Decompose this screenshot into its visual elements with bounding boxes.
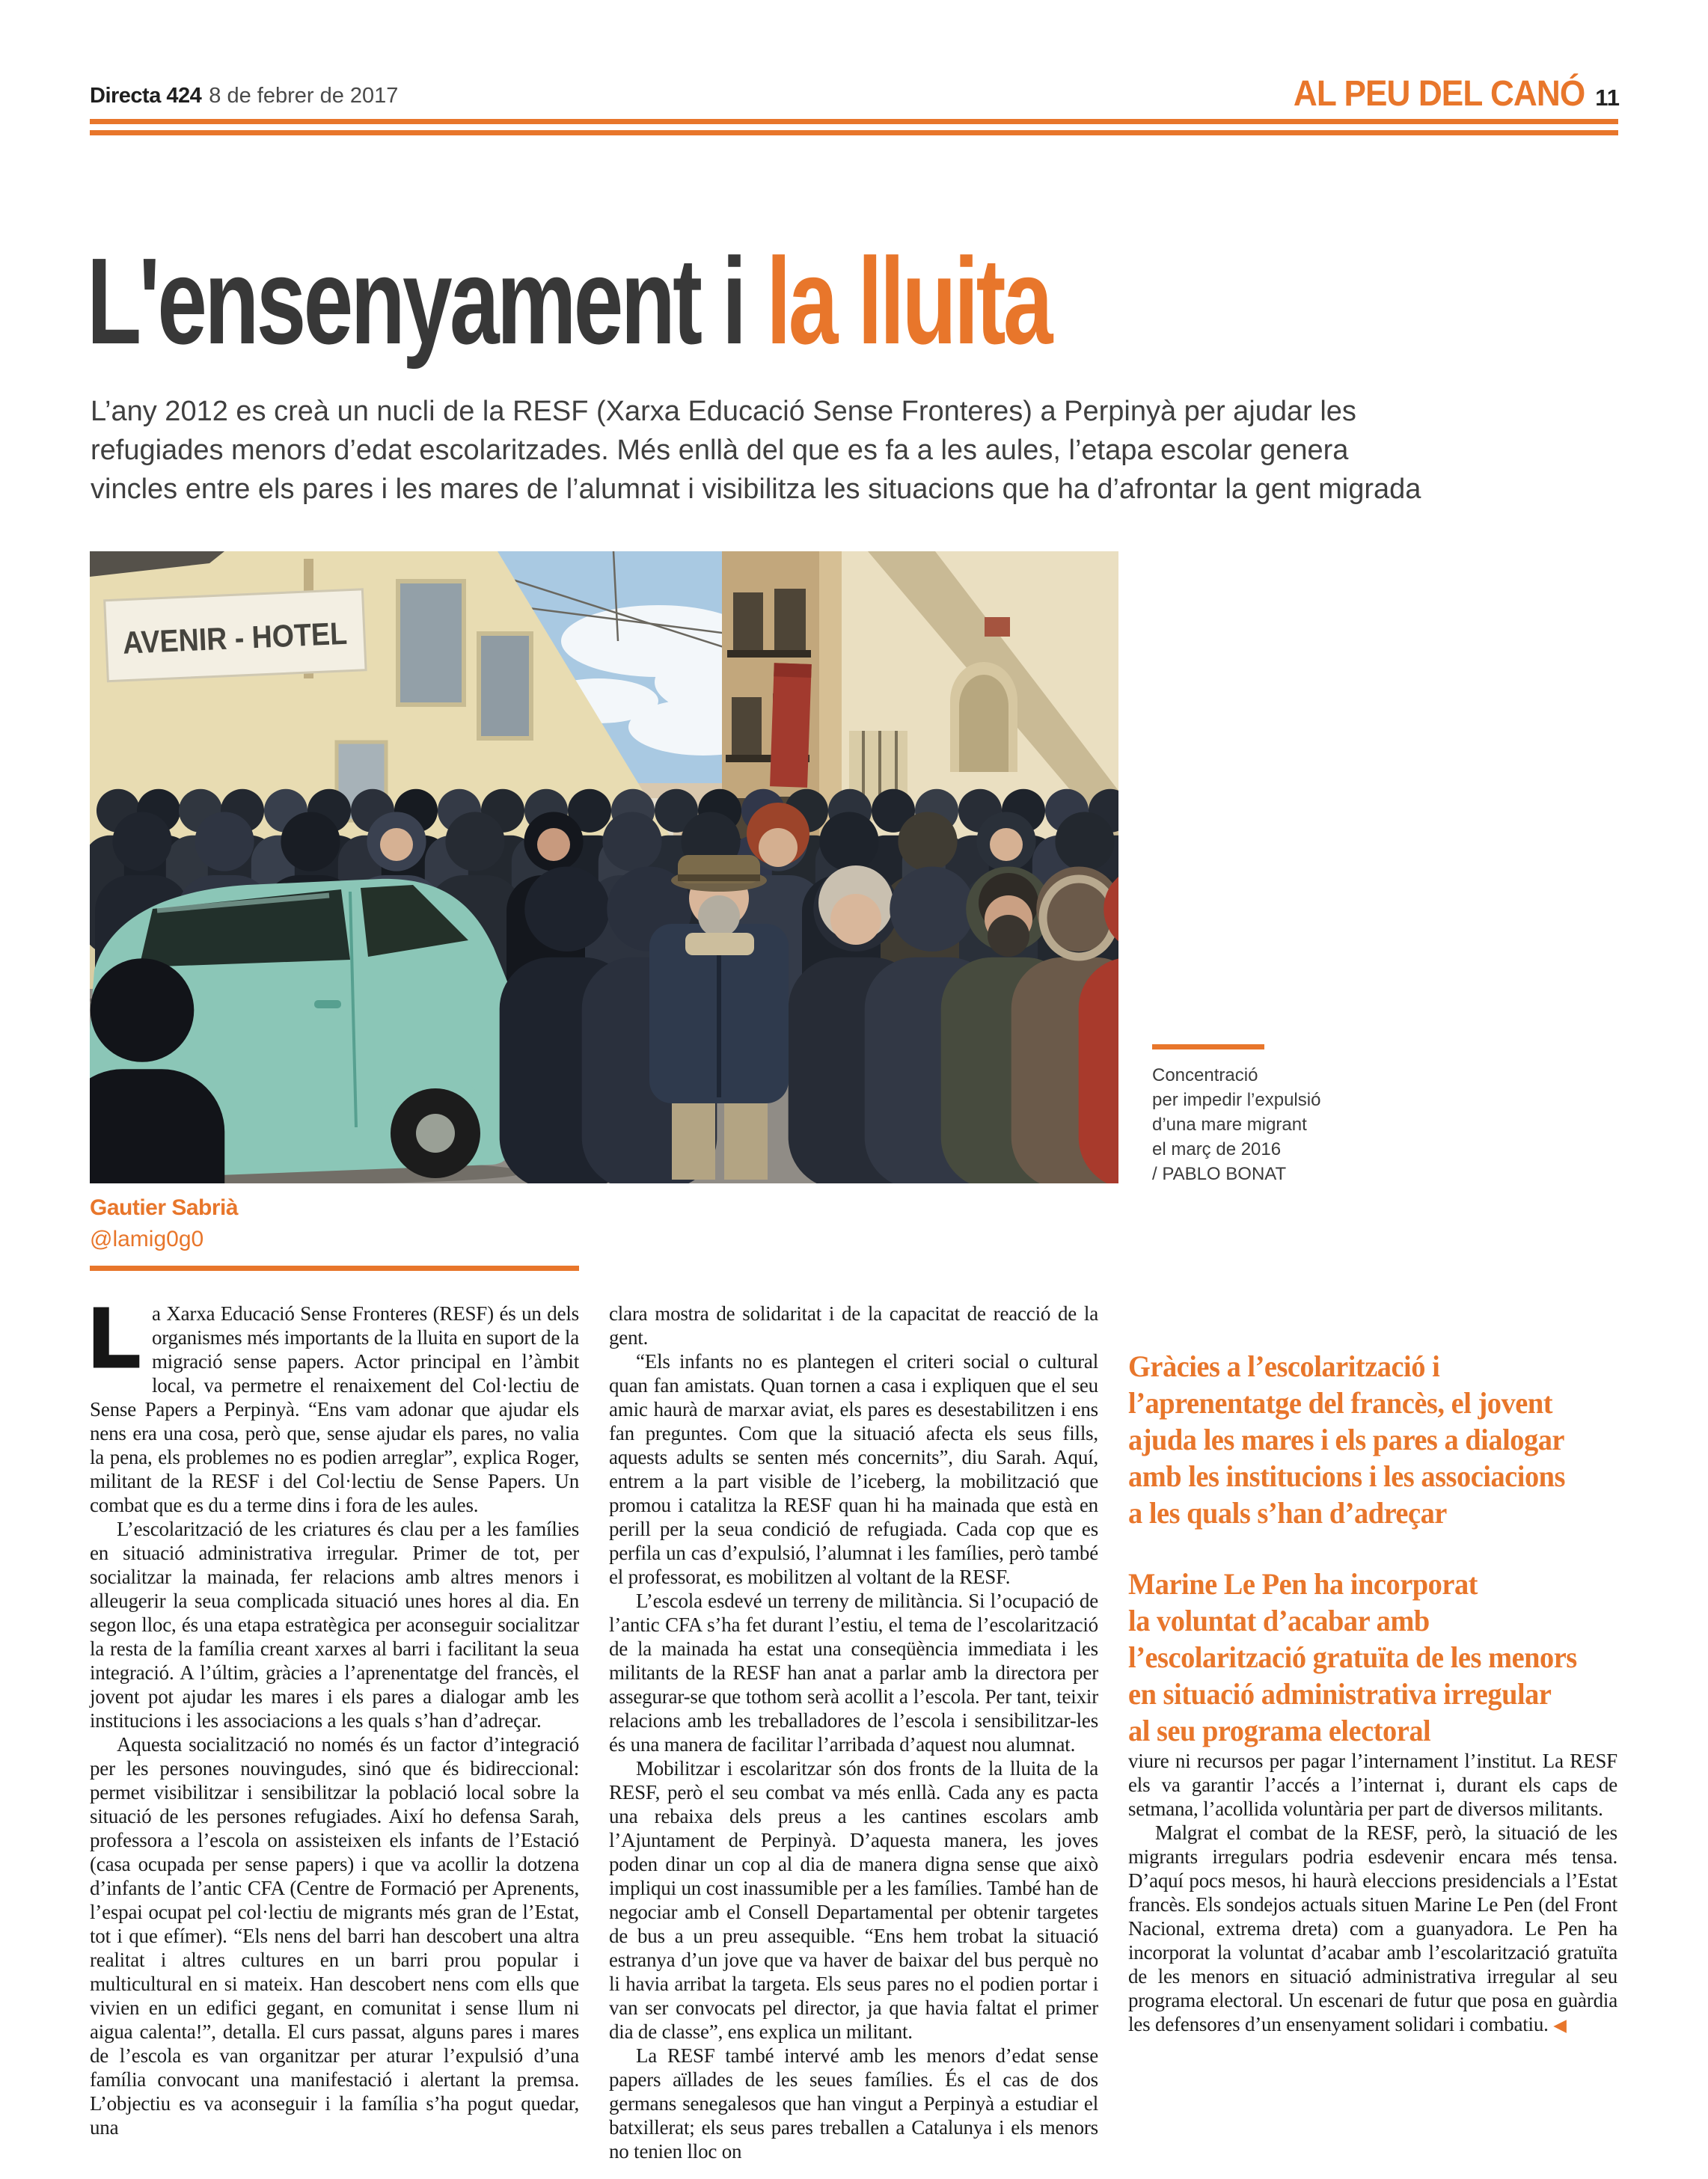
byline-rule [90,1266,579,1271]
end-of-article-icon: ◀ [1553,2015,1567,2035]
caption-line: el març de 2016 [1152,1139,1282,1159]
publication-name: Directa 424 [90,84,202,108]
caption-rule [1152,1044,1264,1049]
body-paragraph: Mobilitzar i escolaritzar són dos fronts de la lluita de la RESF, però el seu combat va més enllà. Cada any es pacta una rebaixa dels preus a les cantines escolars amb l’Ajuntament de Perpinyà. D’aquesta manera, les joves poden dinar un cop al dia de manera digna sense que això impliqui un cost inassumible per a les famílies. També han de negociar amb el Consell Departamental per obtenir targetes de bus a un preu assequible. “Ens hem trobat la situació estranya d’un jove que va haver de baixar del bus perquè no li havia arribat la targeta. Els seus pares no el podien portar i van ser convocats pel director, ja que havia faltat el primer dia de classe”, ens explica un militant. [609,1757,1098,2043]
pull-quote-line: amb les institucions i les associacions [1128,1459,1566,1493]
pull-quote-line: la voluntat d’acabar amb [1128,1604,1430,1637]
pull-quote-line: al seu programa electoral [1128,1714,1431,1747]
hotel-sign-text: AVENIR - HOTEL [122,614,375,661]
pull-quote-line: l’aprenentatge del francès, el jovent [1128,1386,1552,1420]
body-paragraph: “Els infants no es plantegen el criteri social o cultural quan fan amistats. Quan tornen a casa i expliquen que el seu amic haurà de marxar aviat, els pares es desestabilitzen i ens fan preguntes. Com que la situació afecta els seus fills, aquests adults se senten més concernits”, diu Sarah. Aquí, entrem a la part visible de l’iceberg, la mobilització que promou i catalitza la RESF quan hi ha mainada que està en perill per la seua condició de refugiada. Cada cop que es perfila un cas d’expulsió, l’alumnat i les famílies, però també el professorat, es mobilitzen al voltant de la RESF. [609,1350,1098,1588]
author-handle: @lamig0g0 [90,1227,204,1251]
section-title: AL PEU DEL CANÓ [1293,74,1585,114]
headline [87,233,1050,370]
page-number: 11 [1595,85,1620,111]
caption-line: Concentració [1152,1065,1258,1085]
headline-accent: la lluita [766,233,1050,370]
standfirst-line: refugiades menors d’edat escolaritzades. Més enllà del que es fa a les aules, l’etapa escolar genera [91,435,1349,466]
standfirst [91,392,1421,509]
drop-cap: L [90,1292,140,1384]
body-paragraph: L’escolarització de les criatures és clau per a les famílies en situació administrativa irregular. Primer de tot, per socialitzar la mainada, fer relacions amb altres menors i alleugerir la seua complicada situació unes hores al dia. En segon lloc, és una etapa estratègica per aconseguir socialitzar la resta de la família creant xarxes al barri i facilitant la seua integració. A l’últim, gràcies a l’aprenentatge del francès, el jovent pot ajudar les mares i els pares a dialogar amb les institucions i les associacions a les quals s’han d’adreçar. [90,1518,579,1732]
pull-quote-line: en situació administrativa irregular [1128,1677,1552,1711]
body-paragraph: viure ni recursos per pagar l’internament l’institut. La RESF els va garantir l’accés a l’internat i, durant els caps de setmana, l’acollida voluntària per part de diversos militants. [1128,1750,1617,1820]
photo-credit: / PABLO BONAT [1152,1164,1287,1184]
pull-quote-line: Marine Le Pen ha incorporat [1128,1567,1478,1601]
paragraph-text: a Xarxa Educació Sense Fronteres (RESF) és un dels organismes més importants de la lluita en suport de la migració sense papers. Actor principal en l’àmbit local, va permetre el renaixement del Col·lectiu de Sense Papers a Perpinyà. “Ens vam adonar que ajudar els nens era una cosa, però que, sense ajudar els pares, no valia la pena, els problemes no es podien arreglar”, explica Roger, militant de la RESF i del Col·lectiu de Sense Papers. Un combat que es du a terme dins i fora de les aules. [90,1302,579,1516]
body-column-3 [1128,1302,1617,2037]
masthead-rule-bottom [90,130,1618,135]
body-paragraph: Aquesta socialització no només és un factor d’integració per les persones nouvingudes, sinó que és bidireccional: permet visibilitzar i sensibilitzar la població local sobre la situació de les persones refugiades. Així ho defensa Sarah, professora a l’escola on assisteixen els infants de l’Estació (casa ocupada per sense papers) i que va acollir la dotzena d’infants de l’antic CFA (Centre de Formació per Aprenents, l’espai ocupat pel col·lectiu de migrants més gran de l’Estat, tot i que efímer). “Els nens del barri han descobert una altra realitat i altres cultures en un barri prou popular i multicultural en si mateix. Han descobert nens com ells que vivien en un edifici gegant, en comunitat i sense llum ni aigua calenta!”, detalla. El curs passat, alguns pares i mares de l’escola es van organitzar per aturar l’expulsió d’una família convocant una manifestació i alertant la premsa. L’objectiu es va aconseguir i la família s’ha pogut quedar, una [90,1733,579,2139]
body-paragraph [90,1292,579,1517]
body-paragraph [1128,1821,1617,2037]
caption-line: d’una mare migrant [1152,1115,1307,1135]
photo-caption [1152,1044,1474,1186]
pull-quote [1128,1348,1598,1531]
author-name: Gautier Sabrià [90,1195,239,1220]
pull-quote-line: l’escolarització gratuïta de les menors [1128,1640,1577,1674]
masthead-section [1268,73,1620,114]
beard [988,915,1029,957]
pull-quote [1128,1566,1598,1749]
body-paragraph: L’escola esdevé un terreny de militància. Si l’ocupació de l’antic CFA s’ha fet durant l’estiu, el tema de l’escolarització de la mainada ha estat una conseqüència immediata i les militants de la RESF han anat a parlar amb la directora per assegurar-se que tothom serà acollit a l’escola. Per tant, teixir relacions amb les treballadores de l’escola i sensibilitzar-les és una manera de facilitar l’arribada d’aquest nou alumnat. [609,1590,1098,1756]
pull-quote-line: Gràcies a l’escolarització i [1128,1349,1440,1383]
byline [90,1195,238,1252]
body-column-2 [609,1302,1098,2163]
standfirst-line: L’any 2012 es creà un nucli de la RESF (Xarxa Educació Sense Fronteres) a Perpinyà per ajudar les [91,396,1356,427]
street-photo-illustration [90,551,1118,1183]
body-paragraph: clara mostra de solidaritat i de la capacitat de reacció de la gent. [609,1302,1098,1349]
caption-line: per impedir l’expulsió [1152,1090,1321,1110]
red-banner [770,663,812,788]
body-paragraph: La RESF també intervé amb les menors d’edat sense papers aïllades de les seues famílies. És el cas de dos germans senegalesos que han vingut a Perpinyà a estudiar el batxillerat; els seus pares treballen a Catalunya i els menors no tenien lloc on [609,2044,1098,2163]
street-photo [90,551,1118,1183]
headline-dark: L'ensenyament i [87,233,767,370]
pull-quote-line: a les quals s’han d’adreçar [1128,1496,1447,1530]
issue-date: 8 de febrer de 2017 [209,84,399,108]
hotel-sign [105,589,375,681]
masthead-rule-top [90,119,1618,124]
body-column-1 [90,1292,579,2139]
pull-quote-line: ajuda les mares i els pares a dialogar [1128,1423,1565,1456]
paragraph-text: Malgrat el combat de la RESF, però, la situació de les migrants irregulars podria esdevenir encara més tensa. D’aquí pocs mesos, hi haurà eleccions presidencials a l’Estat francès. Els sondejos actuals situen Marine Le Pen (del Front Nacional, extrema dreta) com a guanyadora. Le Pen ha incorporat la voluntat d’acabar amb l’escolarització gratuïta de les menors en situació administrativa irregular al seu programa electoral. Un escenari de futur que posa en guàrdia les defensores d’un ensenyament solidari i combatiu. [1128,1821,1617,2035]
masthead [90,84,398,108]
standfirst-line: vincles entre els pares i les mares de l’alumnat i visibilitza les situacions que ha d’afrontar la gent migrada [91,474,1421,505]
